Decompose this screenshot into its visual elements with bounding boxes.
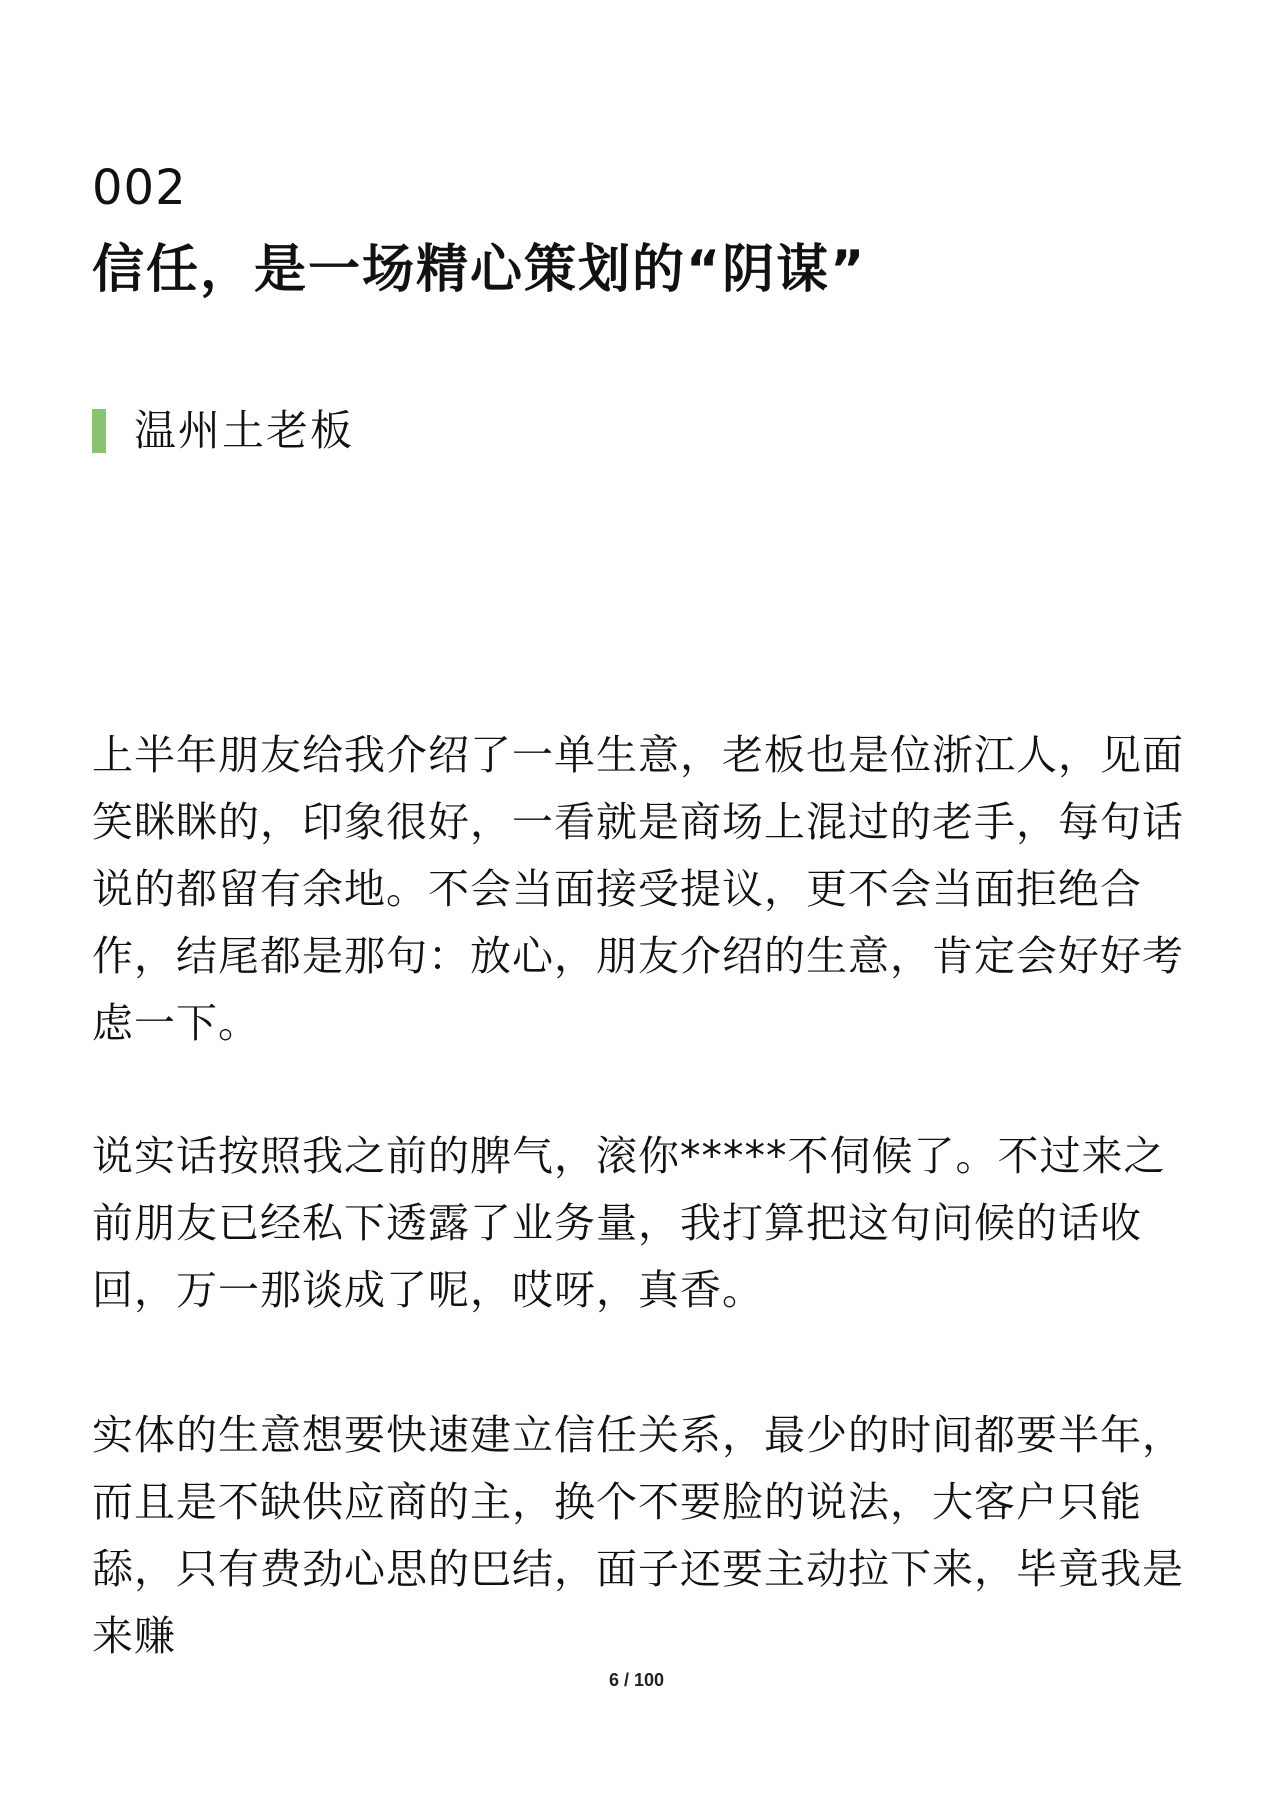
author-line: [92, 406, 354, 456]
chapter-number: 002: [92, 160, 187, 216]
author-name: 温州土老板: [134, 406, 355, 455]
body-paragraph: 上半年朋友给我介绍了一单生意，老板也是位浙江人，见面笑眯眯的，印象很好，一看就是商场上混过的老手，每句话说的都留有余地。不会当面接受提议，更不会当面拒绝合作，结尾都是那句：放心，朋友介绍的生意，肯定会好好考虑一下。: [92, 731, 1184, 1047]
body-paragraph: 说实话按照我之前的脾气，滚你*****不伺候了。不过来之前朋友已经私下透露了业务量，我打算把这句问候的话收回，万一那谈成了呢，哎呀，真香。: [92, 1132, 1166, 1314]
body-paragraph: 实体的生意想要快速建立信任关系，最少的时间都要半年，而且是不缺供应商的主，换个不要脸的说法，大客户只能舔，只有费劲心思的巴结，面子还要主动拉下来，毕竟我是来赚: [92, 1411, 1184, 1660]
author-accent-bar: [92, 409, 106, 453]
page-number: 6 / 100: [608, 1670, 665, 1690]
chapter-title: 信任，是一场精心策划的“阴谋”: [92, 240, 867, 300]
